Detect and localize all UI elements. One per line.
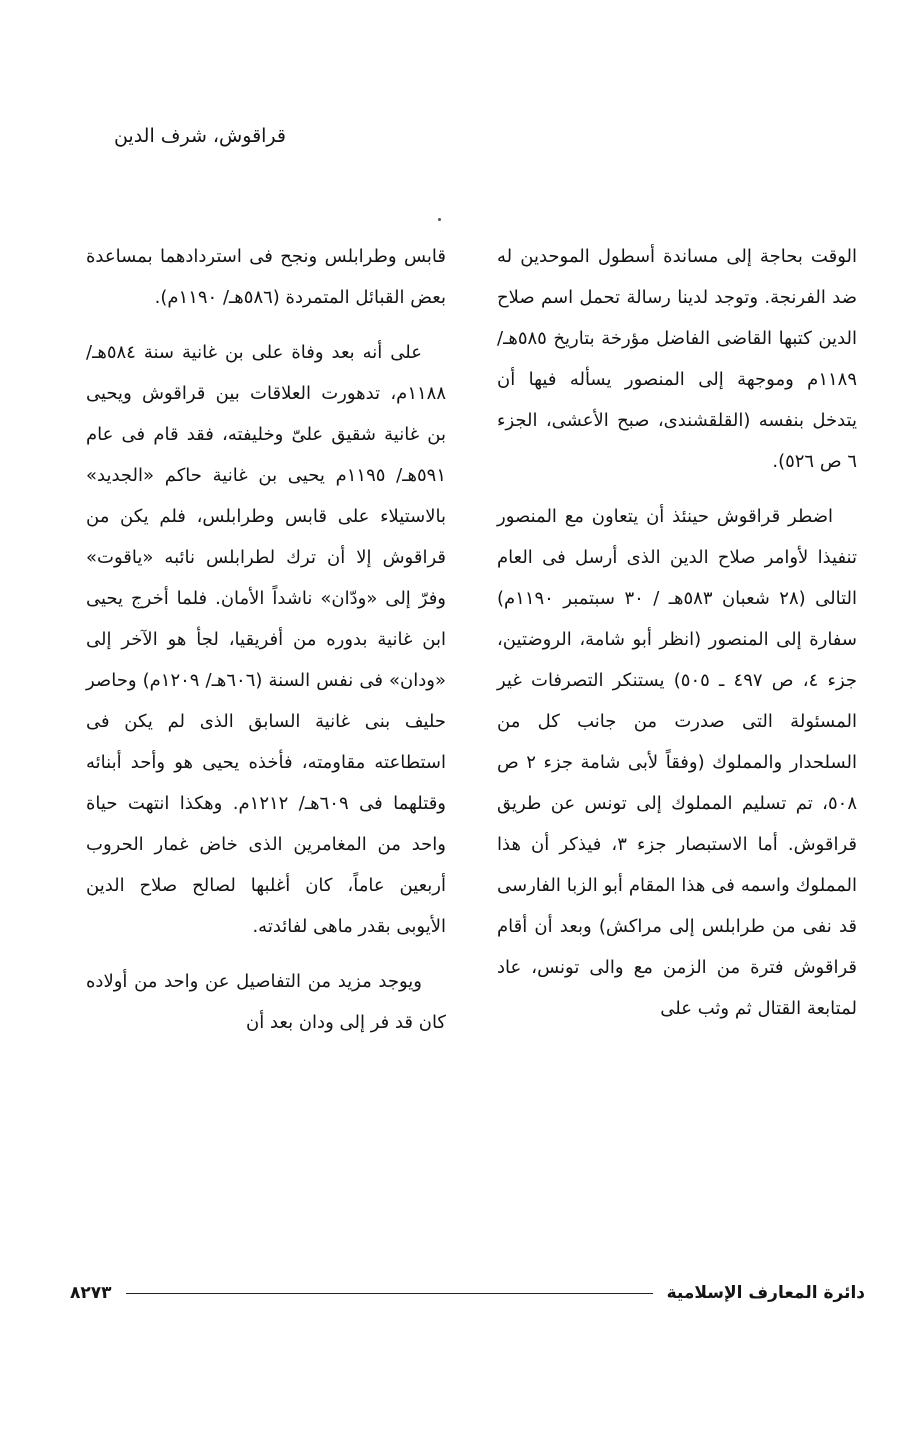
right-column: [497, 236, 857, 1043]
left-paragraph-3: ويوجد مزيد من التفاصيل عن واحد من أولاده كان قد فر إلى ودان بعد أن: [86, 971, 446, 1033]
left-column: [86, 236, 446, 1057]
running-head: قراقوش، شرف الدين: [113, 125, 286, 147]
right-paragraph-2: اضطر قراقوش حينئذ أن يتعاون مع المنصور تنفيذا لأوامر صلاح الدين الذى أرسل فى العام التالى (٢٨ شعبان ٥٨٣هـ / ٣٠ سبتمبر ١١٩٠م) سفارة إلى المنصور (انظر أبو شامة، الروضتين، جزء ٤، ص ٤٩٧ ـ ٥٠٥) يستنكر التصرفات غير المسئولة التى صدرت من جانب كل من السلحدار والمملوك (وفقاً لأبى شامة جزء ٢ ص ٥٠٨، تم تسليم المملوك إلى تونس عن طريق قراقوش. أما الاستبصار جزء ٣، فيذكر أن هذا المملوك واسمه فى هذا المقام أبو الزبا الفارسى قد نفى من طرابلس إلى مراكش) وبعد أن أقام قراقوش فترة من الزمن مع والى تونس، عاد لمتابعة القتال ثم وثب على: [497, 506, 858, 1019]
footer-rule: [126, 1293, 653, 1294]
left-paragraph-1: قابس وطرابلس ونجح فى استردادهما بمساعدة بعض القبائل المتمردة (٥٨٦هـ/ ١١٩٠م).: [86, 246, 446, 308]
page-footer: [70, 1276, 865, 1310]
publication-title: دائرة المعارف الإسلامية: [666, 1283, 865, 1303]
scan-speck: [438, 218, 441, 221]
page-number: ٨٢٧٣: [70, 1283, 112, 1303]
right-paragraph-1: الوقت بحاجة إلى مساندة أسطول الموحدين له ضد الفرنجة. وتوجد لدينا رسالة تحمل اسم صلاح الدين كتبها القاضى الفاضل مؤرخة بتاريخ ٥٨٥هـ/ ١١٨٩م وموجهة إلى المنصور يسأله فيها أن يتدخل بنفسه (القلقشندى، صبح الأعشى، الجزء ٦ ص ٥٢٦).: [497, 246, 857, 472]
left-paragraph-2: على أنه بعد وفاة على بن غانية سنة ٥٨٤هـ/ ١١٨٨م، تدهورت العلاقات بين قراقوش ويحيى بن غانية شقيق علىّ وخليفته، فقد قام فى عام ٥٩١هـ/ ١١٩٥م يحيى بن غانية حاكم «الجديد» بالاستيلاء على قابس وطرابلس، فلم يكن من قراقوش إلا أن ترك لطرابلس نائبه «ياقوت» وفرّ إلى «ودّان» ناشداً الأمان. فلما أخرج يحيى ابن غانية بدوره من أفريقيا، لجأ هو الآخر إلى «ودان» فى نفس السنة (٦٠٦هـ/ ١٢٠٩م) وحاصر حليف بنى غانية السابق الذى لم يكن فى استطاعته مقاومته، فأخذه يحيى هو وأحد أبنائه وقتلهما فى ٦٠٩هـ/ ١٢١٢م. وهكذا انتهت حياة واحد من المغامرين الذى خاض غمار الحروب أربعين عاماً، كان أغلبها لصالح صلاح الدين الأيوبى بقدر ماهى لفائدته.: [86, 342, 446, 937]
